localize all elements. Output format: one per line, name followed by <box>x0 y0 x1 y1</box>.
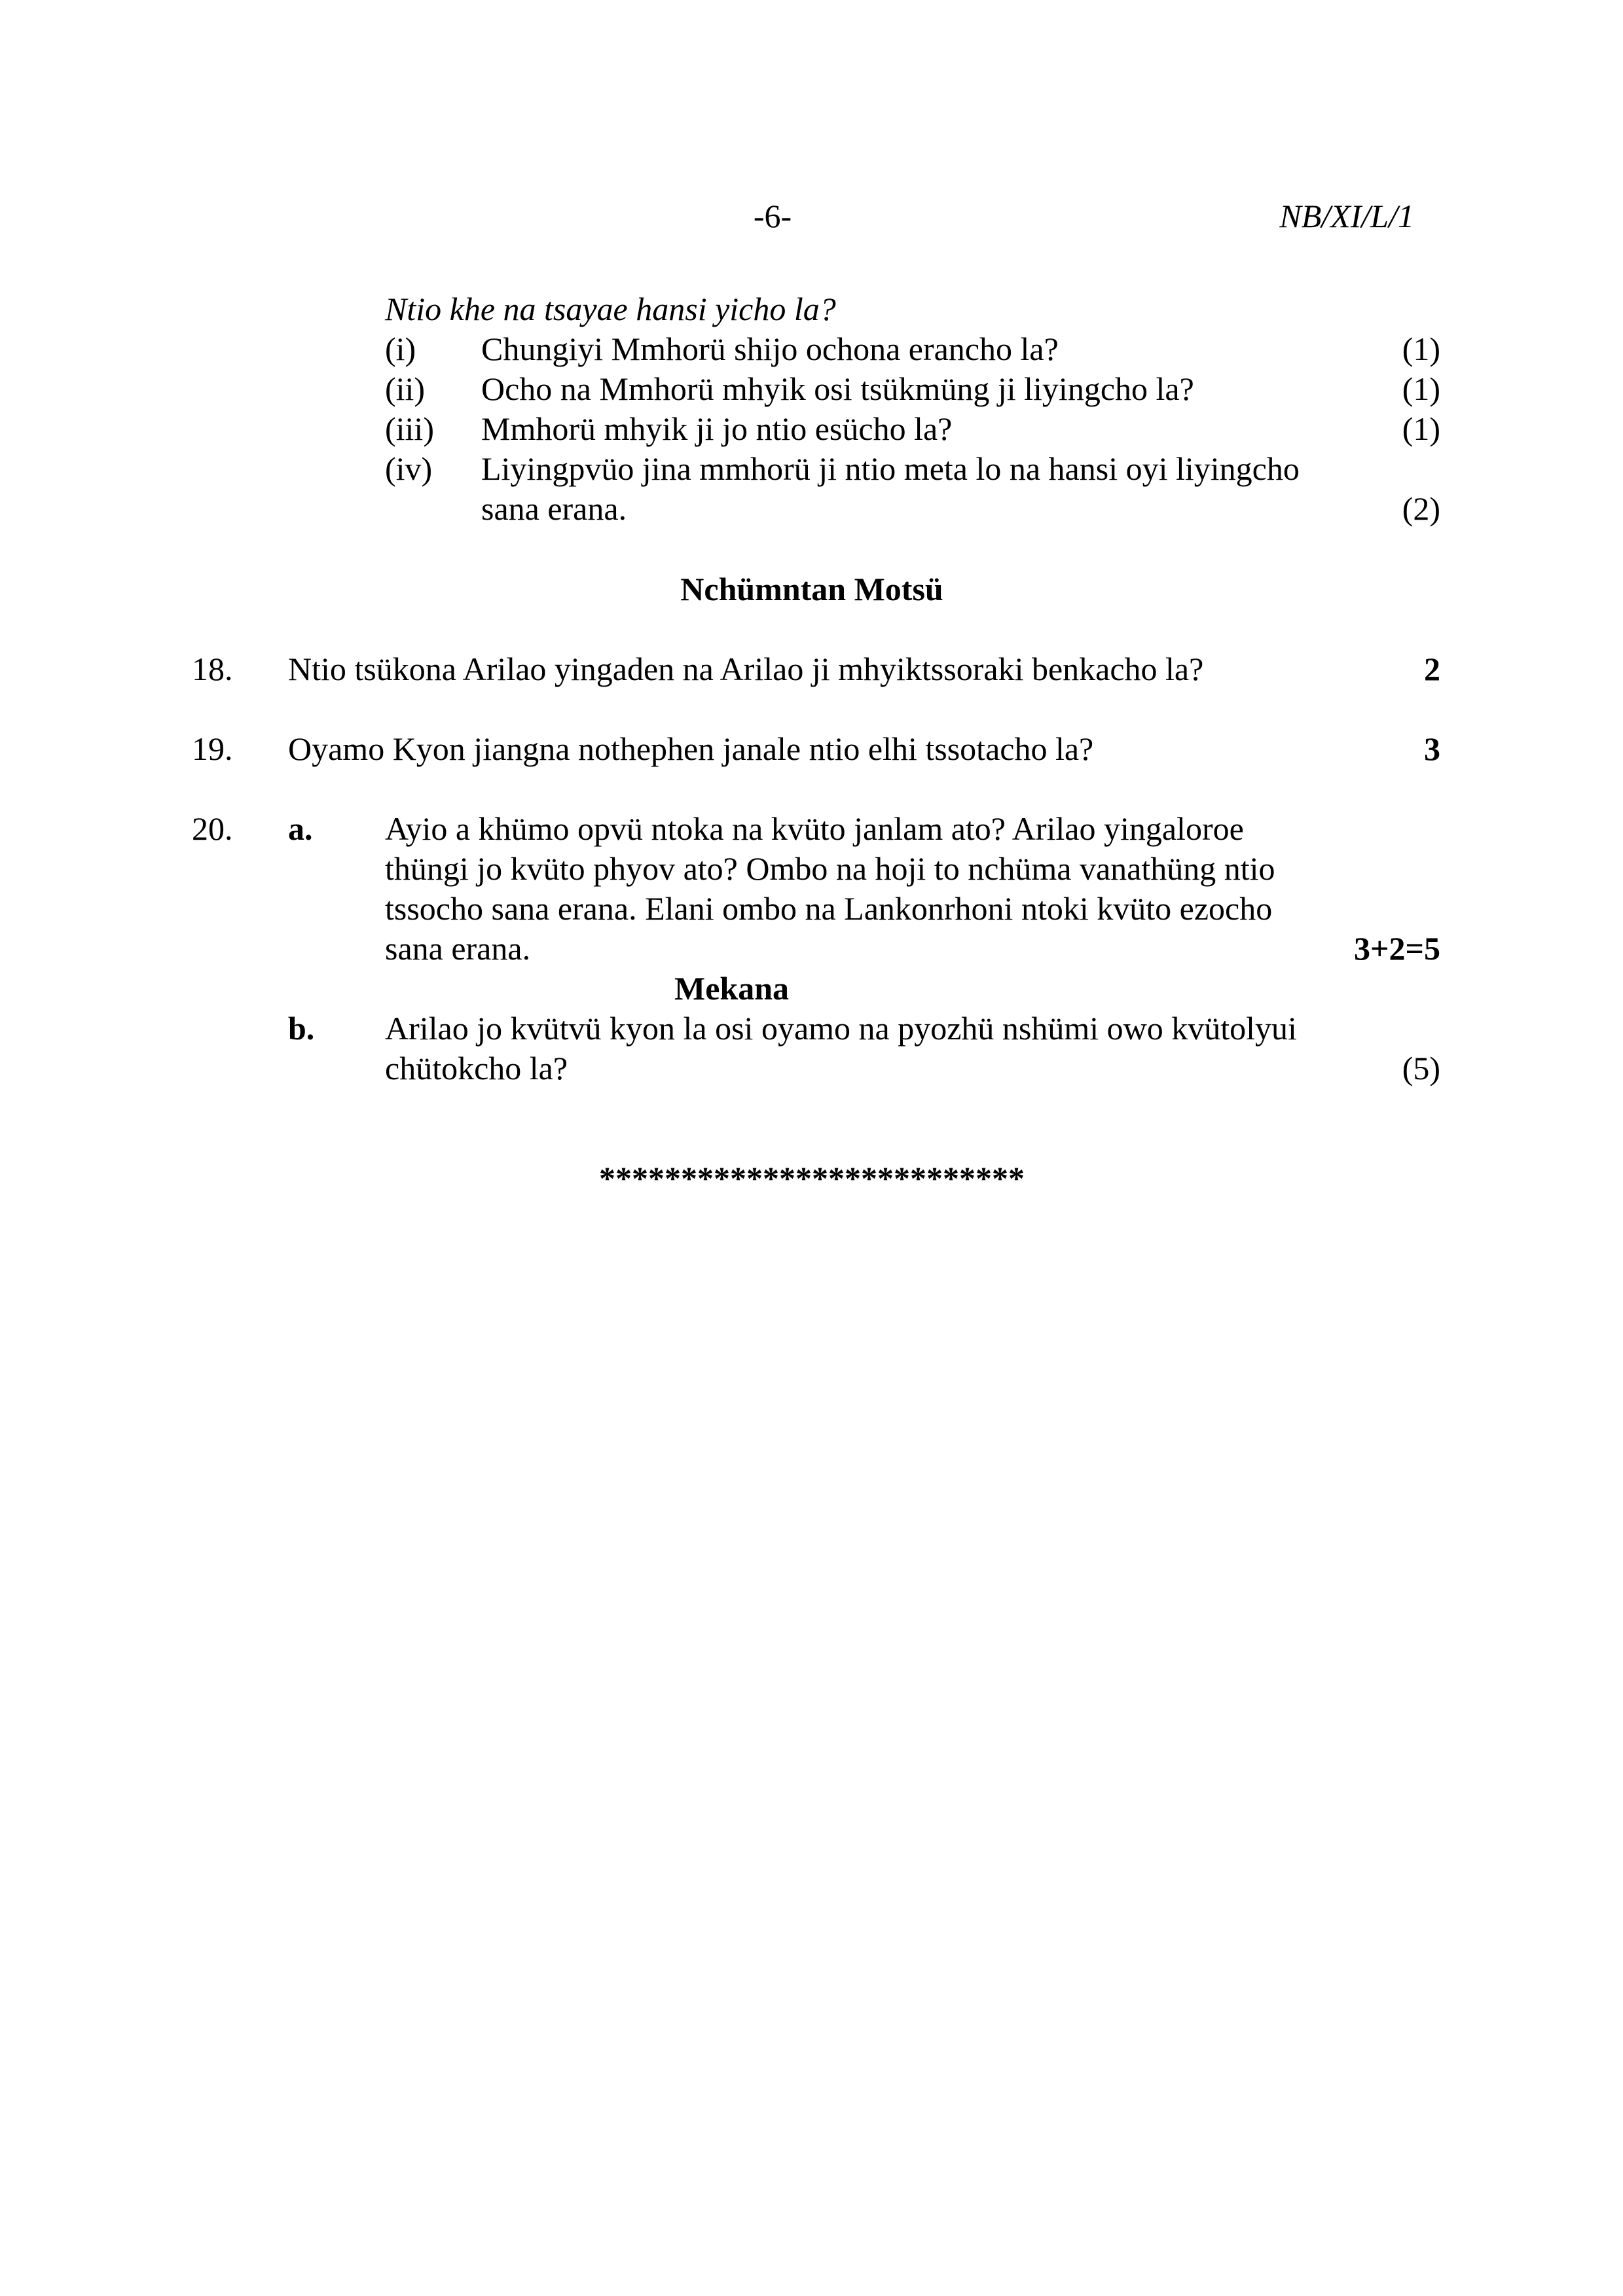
question-marks: 3+2=5 <box>1354 930 1440 967</box>
subquestion-text: Mmhorü mhyik ji jo ntio esücho la? <box>481 410 953 447</box>
subquestion-text: Liyingpvüo jina mmhorü ji ntio meta lo na hansi oyi liyingcho <box>481 450 1300 487</box>
paper-code: NB/XI/L/1 <box>1279 198 1414 234</box>
question-text: Ntio tsükona Arilao yingaden na Arilao ji mhyiktssoraki benkacho la? <box>288 651 1204 687</box>
section-title: Nchümntan Motsü <box>680 571 943 607</box>
question-text-line: chütokcho la? <box>385 1050 568 1086</box>
subquestion-number: (iii) <box>385 410 434 447</box>
part-label: b. <box>288 1010 315 1047</box>
or-label: Mekana <box>674 970 789 1007</box>
question-marks: 2 <box>1424 651 1440 687</box>
subquestion-text: Ocho na Mmhorü mhyik osi tsükmüng ji liyingcho la? <box>481 370 1194 407</box>
part-label: a. <box>288 810 313 847</box>
question-number: 19. <box>192 730 233 767</box>
subquestion-marks: (1) <box>1402 370 1440 407</box>
question-text-line: tssocho sana erana. Elani ombo na Lankonrhoni ntoki kvüto ezocho <box>385 890 1273 927</box>
subquestion-text-continued: sana erana. <box>481 490 627 527</box>
question-text-line: Arilao jo kvütvü kyon la osi oyamo na pyozhü nshümi owo kvütolyui <box>385 1010 1297 1047</box>
subquestion-marks: (1) <box>1402 410 1440 447</box>
question-marks: 3 <box>1424 730 1440 767</box>
question-text-line: Ayio a khümo opvü ntoka na kvüto janlam ato? Arilao yingaloroe <box>385 810 1244 847</box>
question-marks: (5) <box>1402 1050 1440 1086</box>
question-number: 18. <box>192 651 233 687</box>
subquestion-number: (iv) <box>385 450 433 487</box>
subquestion-text: Chungiyi Mmhorü shijo ochona erancho la? <box>481 331 1059 367</box>
page-number: -6- <box>753 198 792 234</box>
subquestion-marks: (2) <box>1402 490 1440 527</box>
instruction-text: Ntio khe na tsayae hansi yicho la? <box>385 291 836 327</box>
question-number: 20. <box>192 810 233 847</box>
question-text: Oyamo Kyon jiangna nothephen janale ntio elhi tssotacho la? <box>288 730 1094 767</box>
question-text-line: sana erana. <box>385 930 531 967</box>
subquestion-number: (i) <box>385 331 416 367</box>
subquestion-marks: (1) <box>1402 331 1440 367</box>
end-marker: ************************** <box>599 1160 1025 1196</box>
question-text-line: thüngi jo kvüto phyov ato? Ombo na hoji to nchüma vanathüng ntio <box>385 850 1275 887</box>
subquestion-number: (ii) <box>385 370 426 407</box>
